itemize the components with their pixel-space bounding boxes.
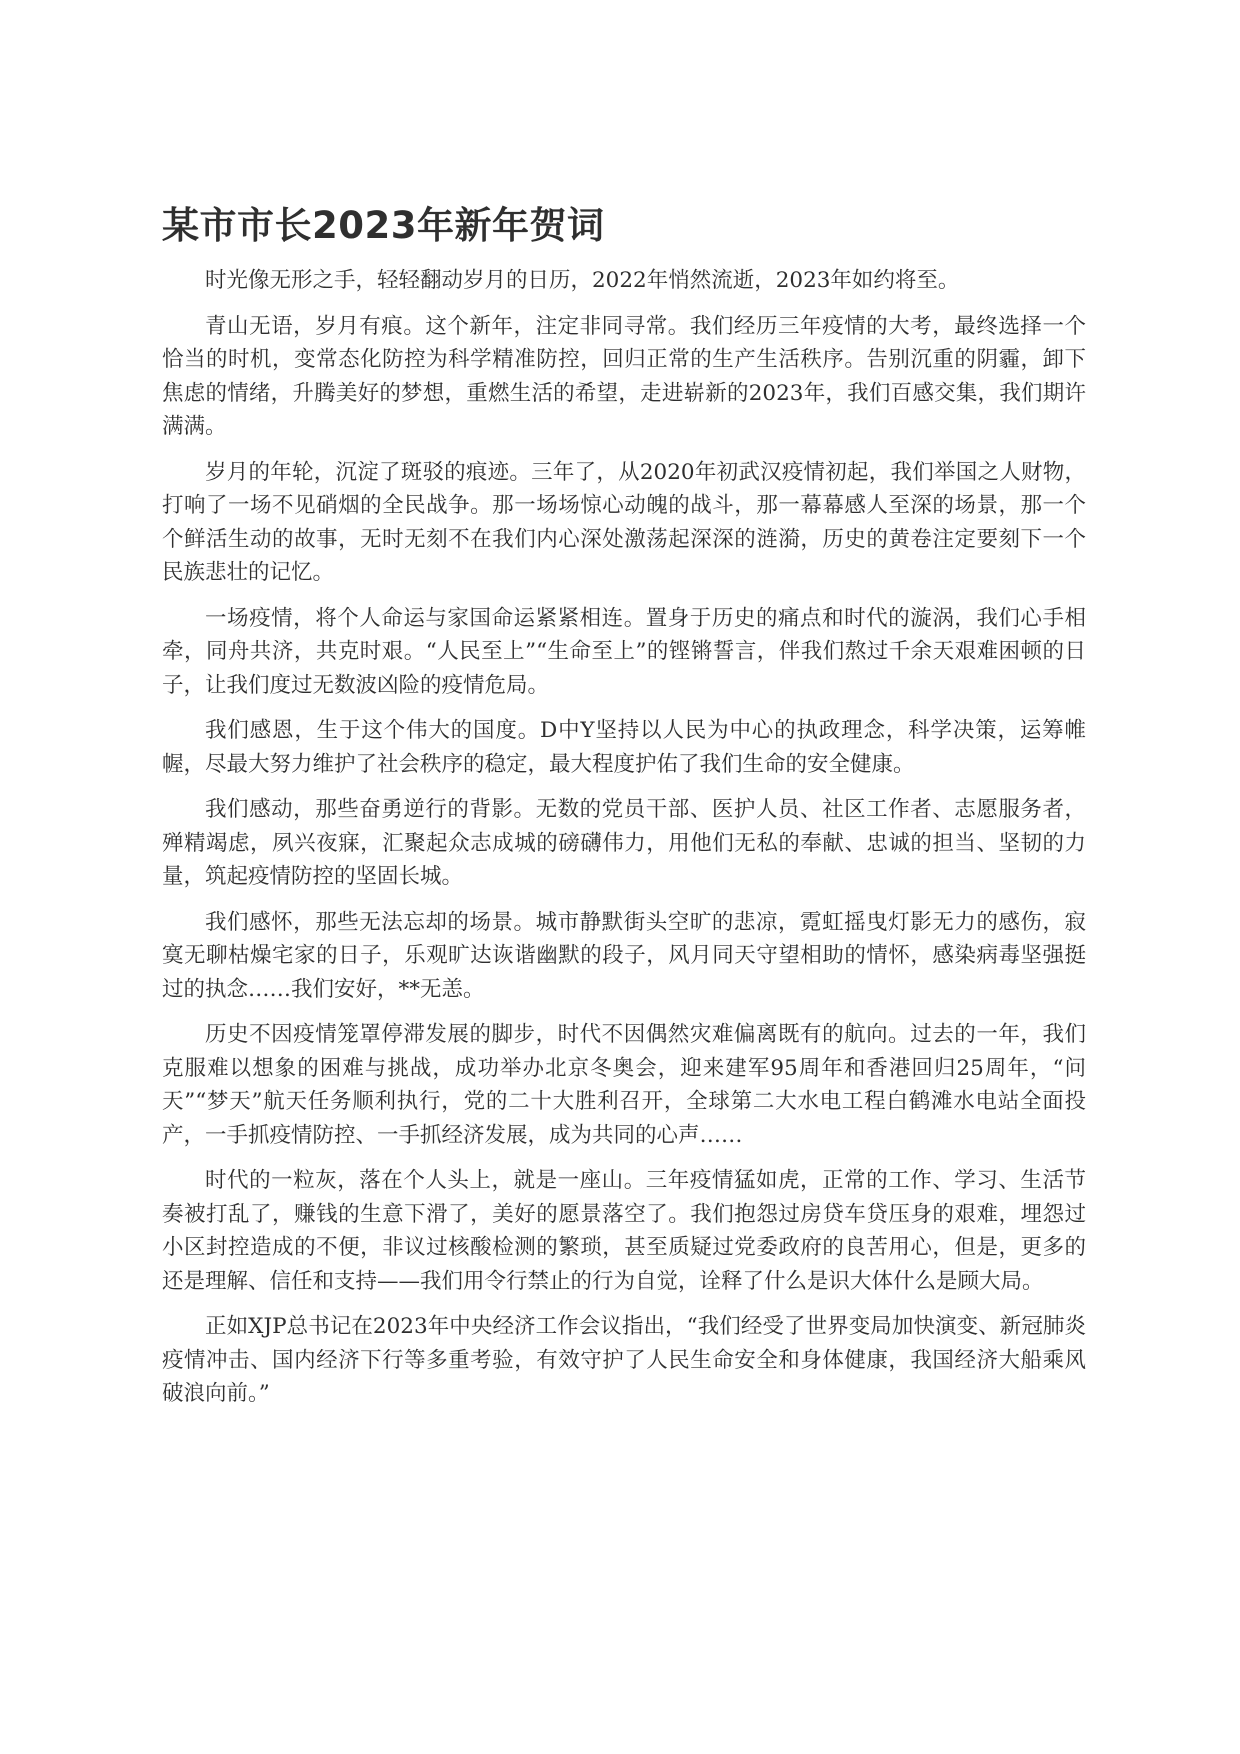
paragraph-3: 岁月的年轮，沉淀了斑驳的痕迹。三年了，从2020年初武汉疫情初起，我们举国之人财物，打响了一场不见硝烟的全民战争。那一场场惊心动魄的战斗，那一幕幕感人至深的场景，那一个个鲜活生动的故事，无时无刻不在我们内心深处激荡起深深的涟漪，历史的黄卷注定要刻下一个民族悲壮的记忆。 <box>162 459 1086 585</box>
paragraph-5: 我们感恩，生于这个伟大的国度。D中Y坚持以人民为中心的执政理念，科学决策，运筹帷幄，尽最大努力维护了社会秩序的稳定，最大程度护佑了我们生命的安全健康。 <box>162 718 1086 777</box>
paragraph-9: 时代的一粒灰，落在个人头上，就是一座山。三年疫情猛如虎，正常的工作、学习、生活节奏被打乱了，赚钱的生意下滑了，美好的愿景落空了。我们抱怨过房贷车贷压身的艰难，埋怨过小区封控造成的不便，非议过核酸检测的繁琐，甚至质疑过党委政府的良苦用心，但是，更多的还是理解、信任和支持——我们用令行禁止的行为自觉，诠释了什么是识大体什么是顾大局。 <box>162 1168 1086 1294</box>
paragraph-6: 我们感动，那些奋勇逆行的背影。无数的党员干部、医护人员、社区工作者、志愿服务者，殚精竭虑，夙兴夜寐，汇聚起众志成城的磅礴伟力，用他们无私的奉献、忠诚的担当、坚韧的力量，筑起疫情防控的坚固长城。 <box>162 797 1086 889</box>
document-page <box>162 200 1086 1423</box>
document-title: 某市市长2023年新年贺词 <box>162 204 605 247</box>
paragraph-4: 一场疫情，将个人命运与家国命运紧紧相连。置身于历史的痛点和时代的漩涡，我们心手相牵，同舟共济，共克时艰。“人民至上”“生命至上”的铿锵誓言，伴我们熬过千余天艰难困顿的日子，让我们度过无数波凶险的疫情危局。 <box>162 605 1086 698</box>
paragraph-2: 青山无语，岁月有痕。这个新年，注定非同寻常。我们经历三年疫情的大考，最终选择一个恰当的时机，变常态化防控为科学精准防控，回归正常的生产生活秩序。告别沉重的阴霾，卸下焦虑的情绪，升腾美好的梦想，重燃生活的希望，走进崭新的2023年，我们百感交集，我们期许满满。 <box>162 313 1086 439</box>
paragraph-7: 我们感怀，那些无法忘却的场景。城市静默街头空旷的悲凉，霓虹摇曳灯影无力的感伤，寂寞无聊枯燥宅家的日子，乐观旷达诙谐幽默的段子，风月同天守望相助的情怀，感染病毒坚强挺过的执念……我们安好，**无恙。 <box>162 909 1086 1002</box>
paragraph-8: 历史不因疫情笼罩停滞发展的脚步，时代不因偶然灾难偏离既有的航向。过去的一年，我们克服难以想象的困难与挑战，成功举办北京冬奥会，迎来建军95周年和香港回归25周年，“问天”“梦天”航天任务顺利执行，党的二十大胜利召开，全球第二大水电工程白鹤滩水电站全面投产，一手抓疫情防控、一手抓经济发展，成为共同的心声…… <box>162 1022 1086 1148</box>
paragraph-10: 正如XJP总书记在2023年中央经济工作会议指出，“我们经受了世界变局加快演变、新冠肺炎疫情冲击、国内经济下行等多重考验，有效守护了人民生命安全和身体健康，我国经济大船乘风破浪向前。” <box>162 1314 1086 1406</box>
paragraph-1: 时光像无形之手，轻轻翻动岁月的日历，2022年悄然流逝，2023年如约将至。 <box>205 268 960 293</box>
